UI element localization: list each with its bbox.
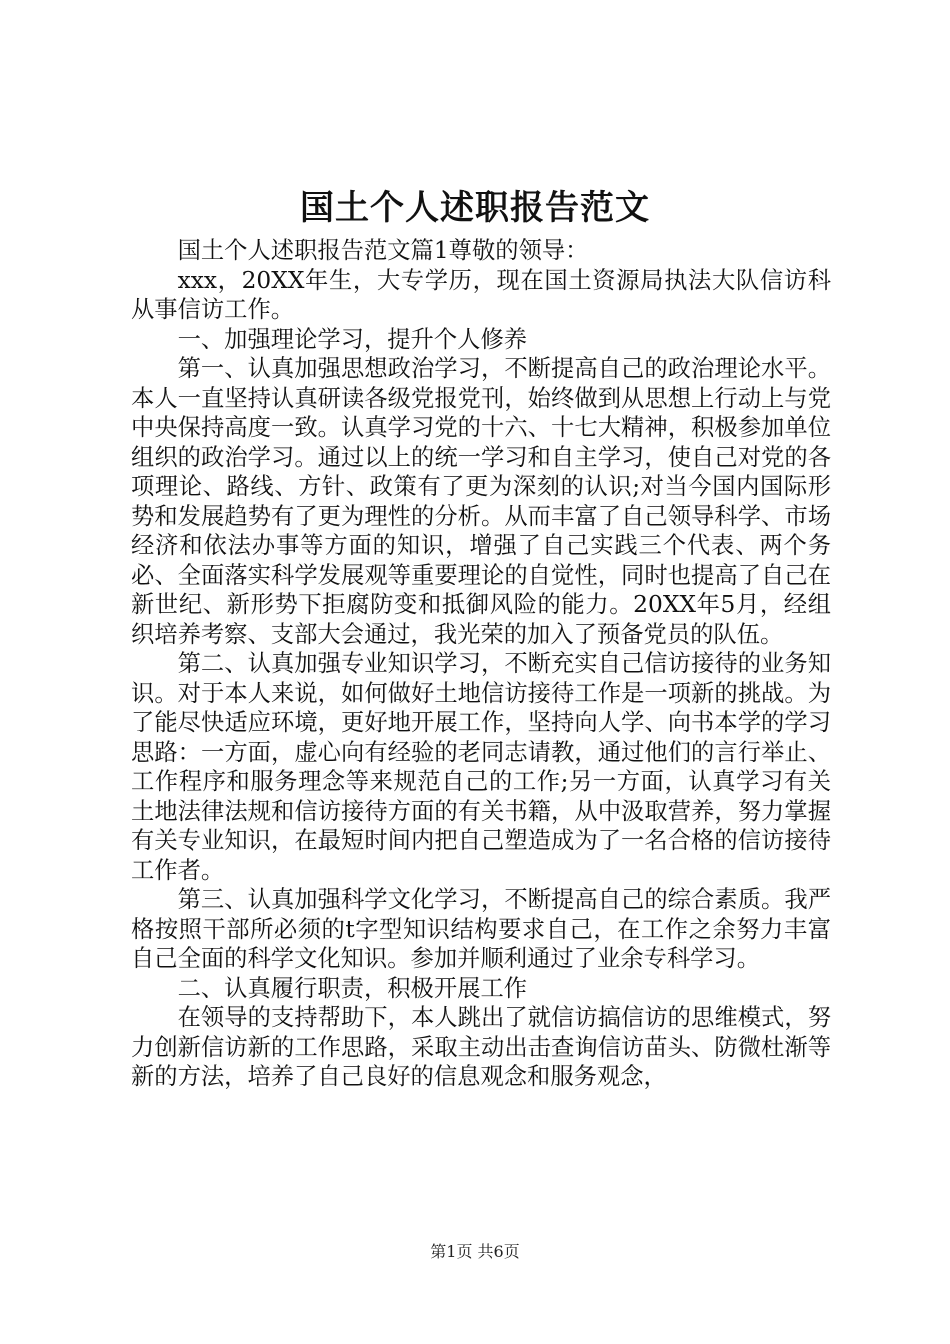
document-body [131, 236, 831, 1092]
section-heading-1: 一、加强理论学习，提升个人修养 [177, 325, 528, 353]
paragraph-culture-study: 第三、认真加强科学文化学习，不断提高自己的综合素质。我严格按照干部所必须的t字型知识结构要求自己，在工作之余努力丰富自己全面的科学文化知识。参加并顺利通过了业余专科学习。 [131, 886, 831, 972]
paragraph-duties: 在领导的支持帮助下，本人跳出了就信访搞信访的思维模式，努力创新信访新的工作思路，采取主动出击查询信访苗头、防微杜渐等新的方法，培养了自己良好的信息观念和服务观念， [131, 1004, 831, 1090]
page-number-footer: 第1页 共6页 [430, 1242, 520, 1261]
paragraph-political-study: 第一、认真加强思想政治学习，不断提高自己的政治理论水平。本人一直坚持认真研读各级党报党刊，始终做到从思想上行动上与党中央保持高度一致。认真学习党的十六、十七大精神，积极参加单位组织的政治学习。通过以上的统一学习和自主学习，使自己对党的各项理论、路线、方针、政策有了更为深刻的认识;对当今国内国际形势和发展趋势有了更为理性的分析。从而丰富了自己领导科学、市场经济和依法办事等方面的知识，增强了自己实践三个代表、两个务必、全面落实科学发展观等重要理论的自觉性，同时也提高了自己在新世纪、新形势下拒腐防变和抵御风险的能力。20XX年5月，经组织培养考察、支部大会通过，我光荣的加入了预备党员的队伍。 [131, 355, 831, 648]
paragraph-professional-study: 第二、认真加强专业知识学习，不断充实自己信访接待的业务知识。对于本人来说，如何做好土地信访接待工作是一项新的挑战。为了能尽快适应环境，更好地开展工作，坚持向人学、向书本学的学习思路：一方面，虚心向有经验的老同志请教，通过他们的言行举止、工作程序和服务理念等来规范自己的工作;另一方面，认真学习有关土地法律法规和信访接待方面的有关书籍，从中汲取营养，努力掌握有关专业知识，在最短时间内把自己塑造成为了一名合格的信访接待工作者。 [131, 650, 831, 884]
document-title: 国土个人述职报告范文 [300, 188, 650, 228]
paragraph-intro: xxx，20XX年生，大专学历，现在国土资源局执法大队信访科从事信访工作。 [131, 266, 831, 323]
paragraph-greeting: 国土个人述职报告范文篇1尊敬的领导： [177, 237, 589, 264]
section-heading-2: 二、认真履行职责，积极开展工作 [177, 974, 528, 1002]
